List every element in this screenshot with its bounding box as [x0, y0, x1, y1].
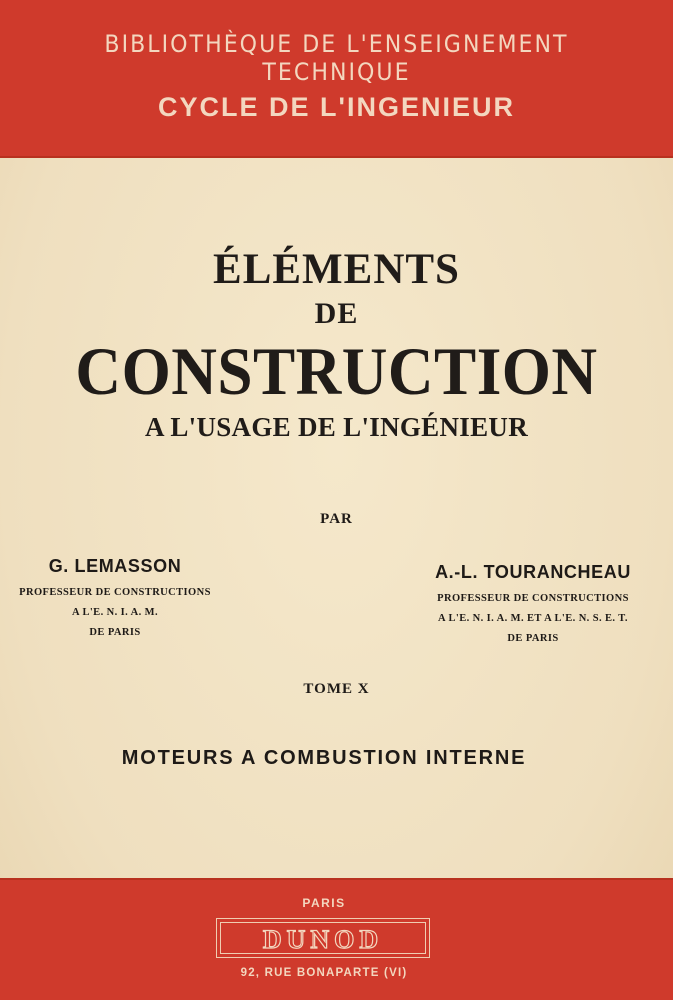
author-affiliation-line: A L'E. N. I. A. M.: [72, 607, 158, 618]
by-label: PAR: [320, 511, 353, 527]
publisher-city: PARIS: [302, 896, 346, 910]
book-subtitle: A L'USAGE DE L'INGÉNIEUR: [144, 412, 529, 442]
author-affiliation-line: DE PARIS: [89, 627, 141, 638]
author-affiliation-line: PROFESSEUR DE CONSTRUCTIONS: [437, 593, 629, 604]
publisher-logo: DUNOD: [262, 925, 384, 954]
author-affiliation-line: A L'E. N. I. A. M. ET A L'E. N. S. E. T.: [438, 613, 628, 624]
author-name: G. LEMASSON: [48, 556, 182, 576]
author-left: [4, 556, 226, 643]
author-right: [405, 562, 661, 649]
cycle-title: CYCLE DE L'INGENIEUR: [158, 92, 515, 122]
author-name: A.-L. TOURANCHEAU: [435, 562, 631, 582]
volume-label: TOME X: [303, 681, 370, 697]
book-title-line-3: CONSTRUCTION: [75, 333, 598, 409]
author-affiliation-line: DE PARIS: [507, 633, 559, 644]
book-title-line-2: DE: [314, 297, 359, 330]
publisher-address: 92, RUE BONAPARTE (VI): [240, 967, 408, 979]
volume-subject: MOTEURS A COMBUSTION INTERNE: [121, 747, 527, 769]
series-title: BIBLIOTHÈQUE DE L'ENSEIGNEMENT TECHNIQUE: [104, 30, 569, 86]
book-title-line-1: ÉLÉMENTS: [213, 246, 460, 293]
author-affiliation-line: PROFESSEUR DE CONSTRUCTIONS: [19, 587, 211, 598]
